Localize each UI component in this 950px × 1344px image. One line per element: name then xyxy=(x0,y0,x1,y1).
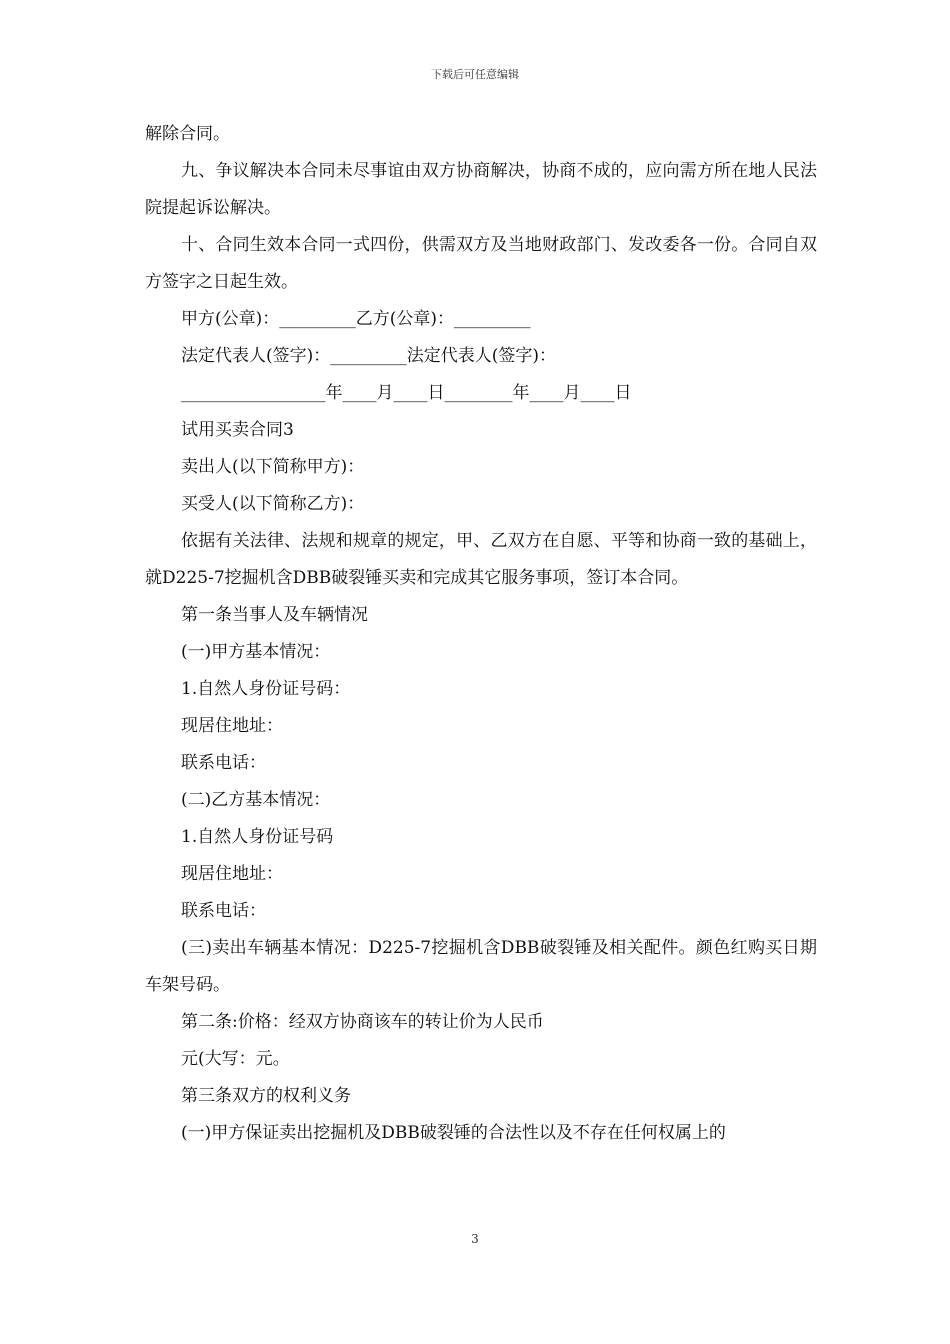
section-title: 试用买卖合同3 xyxy=(181,420,294,440)
paragraph-signature-dates: _________________年____月____日________年____月____日 xyxy=(181,383,632,403)
paragraph-vehicle-info: (三)卖出车辆基本情况：D225-7挖掘机含DBB破裂锤及相关配件。颜色红购买日期车架号码。 xyxy=(145,938,817,995)
paragraph-party-a-address: 现居住地址： xyxy=(181,716,283,736)
paragraph-party-b-phone: 联系电话： xyxy=(181,901,266,921)
paragraph-article-ten: 十、合同生效本合同一式四份，供需双方及当地财政部门、发改委各一份。合同自双方签字之日起生效。 xyxy=(145,235,817,292)
paragraph-party-b-info: (二)乙方基本情况： xyxy=(181,790,331,810)
paragraph-buyer: 买受人(以下简称乙方)： xyxy=(181,494,365,514)
paragraph-party-b-id: 1.自然人身份证号码 xyxy=(181,827,334,847)
paragraph-seller: 卖出人(以下简称甲方)： xyxy=(181,457,365,477)
paragraph-article-two-price: 第二条:价格：经双方协商该车的转让价为人民币 xyxy=(181,1012,544,1032)
page-number: 3 xyxy=(471,1232,479,1246)
paragraph-cancel-contract: 解除合同。 xyxy=(145,124,230,144)
paragraph-article-one-title: 第一条当事人及车辆情况 xyxy=(181,605,368,625)
page-header: 下载后可任意编辑 xyxy=(431,68,519,81)
document-body xyxy=(145,116,817,1152)
paragraph-preamble: 依据有关法律、法规和规章的规定，甲、乙双方在自愿、平等和协商一致的基础上，就D225-7挖掘机含DBB破裂锤买卖和完成其它服务事项，签订本合同。 xyxy=(145,531,817,588)
paragraph-party-a-phone: 联系电话： xyxy=(181,753,266,773)
paragraph-legal-representatives: 法定代表人(签字)：_________法定代表人(签字)： xyxy=(181,346,557,366)
paragraph-party-a-id: 1.自然人身份证号码： xyxy=(181,679,351,699)
paragraph-price-uppercase: 元(大写：元。 xyxy=(181,1049,290,1069)
paragraph-party-b-address: 现居住地址： xyxy=(181,864,283,884)
paragraph-article-nine: 九、争议解决本合同未尽事谊由双方协商解决，协商不成的，应向需方所在地人民法院提起诉讼解决。 xyxy=(145,161,817,218)
paragraph-party-a-info: (一)甲方基本情况： xyxy=(181,642,331,662)
paragraph-party-a-guarantee: (一)甲方保证卖出挖掘机及DBB破裂锤的合法性以及不存在任何权属上的 xyxy=(181,1123,726,1143)
paragraph-party-seals: 甲方(公章)：_________乙方(公章)：_________ xyxy=(181,309,531,329)
paragraph-article-three-title: 第三条双方的权利义务 xyxy=(181,1086,351,1106)
